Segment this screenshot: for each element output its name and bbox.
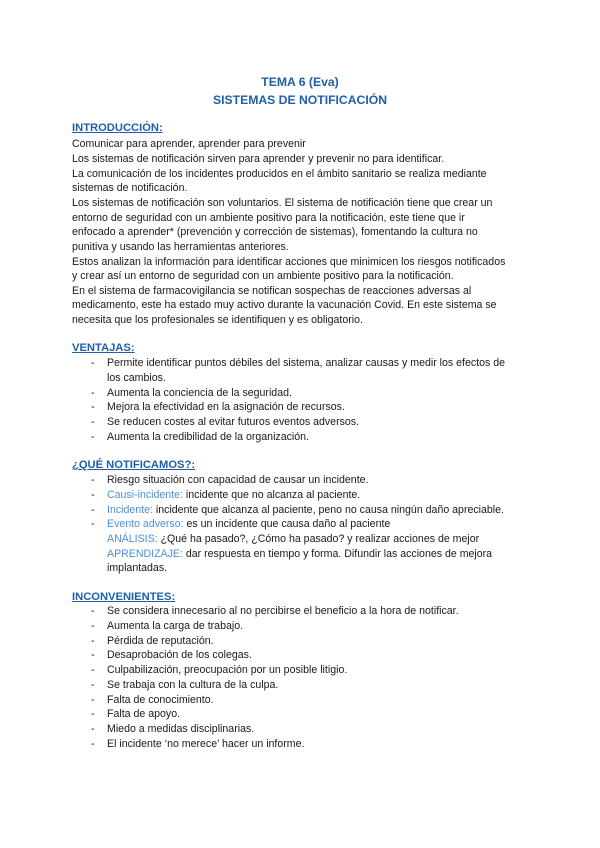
definition: es un incidente que causa daño al paciente	[183, 518, 391, 530]
term: Causi-incidente:	[107, 489, 183, 501]
bullet-dash: -	[91, 387, 95, 399]
bullet-dash: -	[91, 504, 95, 516]
intro-line: En el sistema de farmacovigilancia se notifican sospechas de reacciones adversas al	[72, 285, 472, 297]
bullet-dash: -	[91, 401, 95, 413]
intro-line: Los sistemas de notificación son voluntarios. El sistema de notificación tiene que crear un	[72, 197, 493, 209]
list-item: Culpabilización, preocupación por un posible litigio.	[107, 664, 348, 676]
list-item: Desaprobación de los colegas.	[107, 649, 252, 661]
intro-line: entorno de seguridad con un ambiente positivo para la notificación, este tiene que ir	[72, 212, 465, 224]
list-item: Mejora la efectividad en la asignación de recursos.	[107, 401, 345, 413]
list-item: Miedo a medidas disciplinarias.	[107, 723, 255, 735]
intro-line: La comunicación de los incidentes producidos en el ámbito sanitario se realiza mediante	[72, 168, 487, 180]
intro-line: Los sistemas de notificación sirven para aprender y prevenir no para identificar.	[72, 153, 445, 165]
term: ANÁLISIS:	[107, 533, 158, 545]
section-heading-inconvenientes: INCONVENIENTES:	[72, 591, 176, 603]
bullet-dash: -	[91, 664, 95, 676]
definition: ¿Qué ha pasado?, ¿Cómo ha pasado? y realizar acciones de mejor	[157, 533, 480, 545]
intro-line: Comunicar para aprender, aprender para prevenir	[72, 138, 306, 150]
list-item-continuation: implantadas.	[107, 562, 168, 574]
list-item: El incidente ‘no merece’ hacer un informe.	[107, 738, 305, 750]
page-subtitle: SISTEMAS DE NOTIFICACIÓN	[212, 93, 388, 107]
intro-line: medicamento, este ha estado muy activo durante la vacunación Covid. En este sistema se	[72, 299, 497, 311]
section-heading-introduccion: INTRODUCCIÓN:	[72, 122, 163, 134]
bullet-dash: -	[91, 416, 95, 428]
list-item-sub	[107, 548, 492, 560]
list-item: Se considera innecesario al no percibirse el beneficio a la hora de notificar.	[107, 605, 459, 617]
intro-line: enfocado a aprender* (prevención y corrección de sistemas), fomentando la cultura no	[72, 226, 478, 238]
list-item: Permite identificar puntos débiles del sistema, analizar causas y medir los efectos de	[107, 357, 506, 369]
term: Evento adverso:	[107, 518, 184, 530]
list-item: Se reducen costes al evitar futuros eventos adversos.	[107, 416, 360, 428]
definition: incidente que alcanza al paciente, peno no causa ningún daño apreciable.	[152, 504, 504, 516]
bullet-dash: -	[91, 738, 95, 750]
list-item-continuation: los cambios.	[107, 372, 166, 384]
bullet-dash: -	[91, 431, 95, 443]
term: Incidente:	[107, 504, 153, 516]
bullet-dash: -	[91, 605, 95, 617]
intro-line: y crear así un entorno de seguridad con un ambiente positivo para la notificación.	[72, 270, 454, 282]
intro-line: Estos analizan la información para identificar acciones que minimicen los riesgos notificados	[72, 256, 506, 268]
list-item: Se trabaja con la cultura de la culpa.	[107, 679, 279, 691]
bullet-dash: -	[91, 649, 95, 661]
intro-line: sistemas de notificación.	[72, 182, 188, 194]
term: APRENDIZAJE:	[107, 548, 183, 560]
definition: dar respuesta en tiempo y forma. Difundir las acciones de mejora	[182, 548, 493, 560]
intro-line: necesita que los profesionales se identifiquen y es obligatorio.	[72, 314, 363, 326]
bullet-dash: -	[91, 357, 95, 369]
list-item: Aumenta la credibilidad de la organización.	[107, 431, 309, 443]
bullet-dash: -	[91, 474, 95, 486]
bullet-dash: -	[91, 708, 95, 720]
page-title: TEMA 6 (Eva)	[261, 75, 339, 89]
list-item	[107, 504, 504, 516]
list-item: Pérdida de reputación.	[107, 635, 214, 647]
bullet-dash: -	[91, 635, 95, 647]
bullet-dash: -	[91, 679, 95, 691]
definition: incidente que no alcanza al paciente.	[182, 489, 361, 501]
bullet-dash: -	[91, 723, 95, 735]
list-item: Falta de conocimiento.	[107, 694, 214, 706]
list-item	[107, 518, 390, 530]
bullet-dash: -	[91, 518, 95, 530]
bullet-dash: -	[91, 620, 95, 632]
list-item	[107, 489, 360, 501]
list-item: Aumenta la conciencia de la seguridad.	[107, 387, 292, 399]
intro-line: punitiva y usando las herramientas anteriores.	[72, 241, 289, 253]
list-item: Aumenta la carga de trabajo.	[107, 620, 244, 632]
bullet-dash: -	[91, 694, 95, 706]
section-heading-ventajas: VENTAJAS:	[72, 342, 135, 354]
section-heading-que-notificamos: ¿QUÉ NOTIFICAMOS?:	[72, 459, 196, 471]
list-item: Riesgo situación con capacidad de causar un incidente.	[107, 474, 369, 486]
list-item: Falta de apoyo.	[107, 708, 181, 720]
bullet-dash: -	[91, 489, 95, 501]
list-item-sub	[107, 533, 479, 545]
